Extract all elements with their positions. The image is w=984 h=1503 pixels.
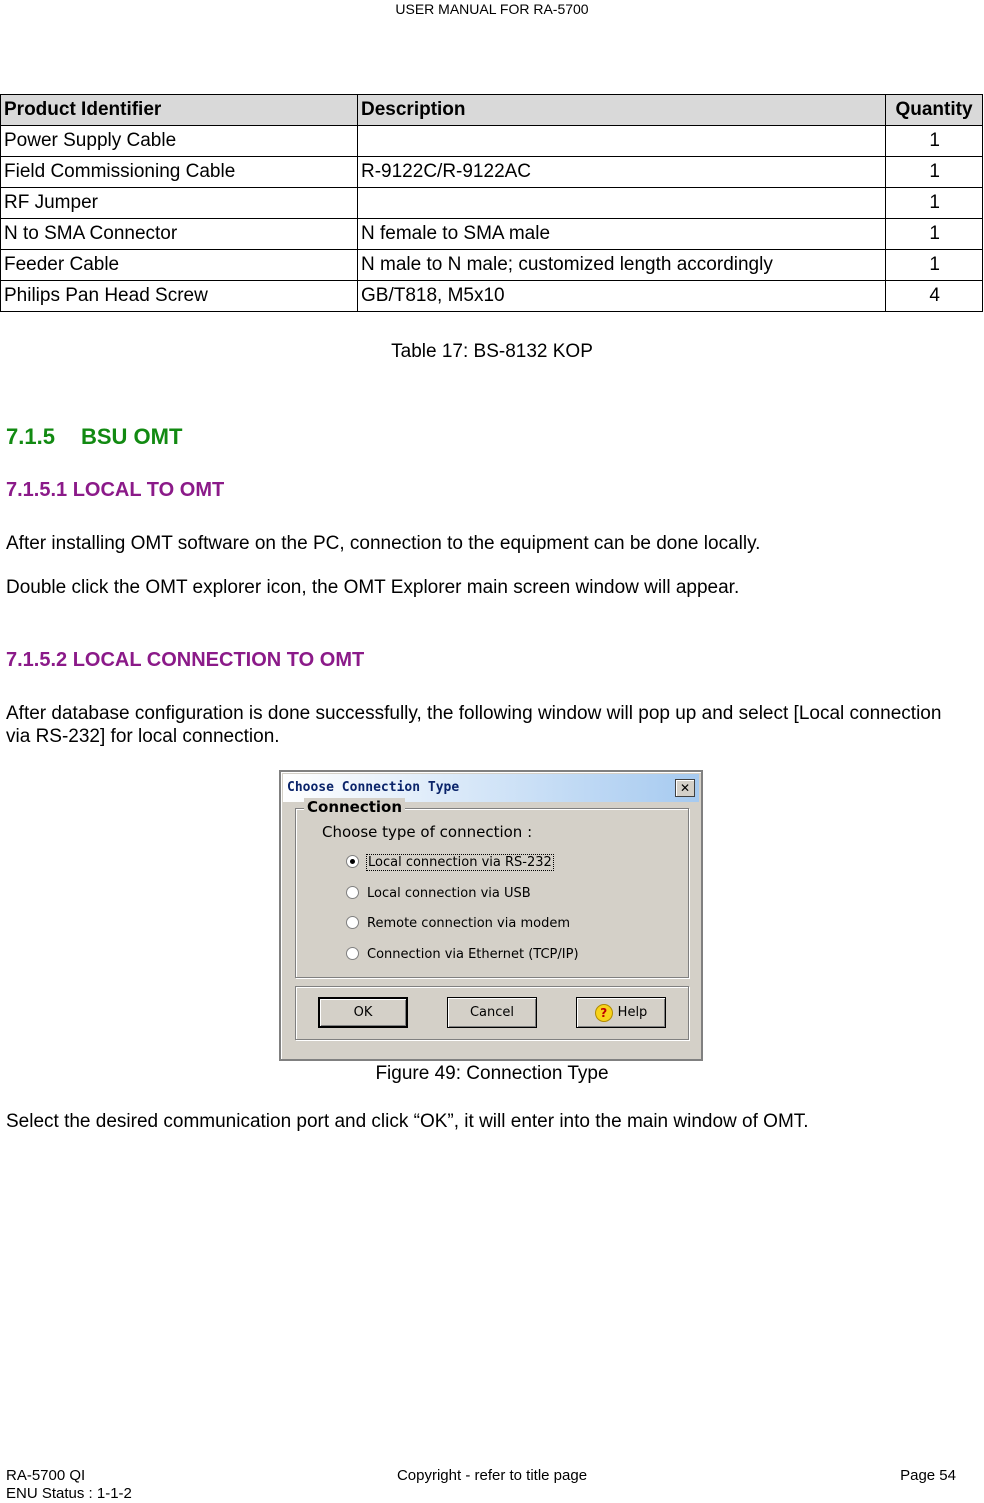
radio-icon[interactable] [346,916,359,929]
footer-status: ENU Status : 1-1-2 [6,1485,132,1502]
option-label: Local connection via RS-232 [368,855,552,870]
table-row [1,250,983,281]
help-label: Help [617,1005,648,1020]
table-row [1,126,983,157]
radio-ethernet[interactable] [346,947,579,962]
table-cell: 1 [886,250,983,281]
section-title: BSU OMT [81,424,183,449]
cancel-button[interactable]: Cancel [447,997,537,1028]
connection-type-dialog [279,770,703,1061]
table-cell: Philips Pan Head Screw [1,281,358,312]
connection-group [295,798,689,978]
kop-table [0,94,983,312]
connection-prompt: Choose type of connection : [322,823,533,841]
table-cell [358,188,886,219]
table-cell: N to SMA Connector [1,219,358,250]
subsection-heading-local-to-omt: 7.1.5.1 LOCAL TO OMT [6,479,225,501]
table-caption: Table 17: BS-8132 KOP [391,341,593,362]
radio-icon[interactable] [346,947,359,960]
table-cell [358,126,886,157]
table-cell: 1 [886,126,983,157]
table-row [1,157,983,188]
table-cell: 1 [886,188,983,219]
figure-caption: Figure 49: Connection Type [375,1063,609,1084]
dialog-title: Choose Connection Type [287,780,460,795]
column-header: Description [358,95,886,126]
radio-local-usb[interactable] [346,886,531,901]
table-cell: 4 [886,281,983,312]
column-header: Quantity [886,95,983,126]
footer-doc-id: RA-5700 QI [6,1467,86,1484]
page-header: USER MANUAL FOR RA-5700 [395,1,589,17]
help-icon: ? [595,1004,613,1022]
column-header: Product Identifier [1,95,358,126]
group-label: Connection [304,798,405,816]
table-row [1,188,983,219]
close-icon[interactable]: ✕ [675,779,695,797]
table-row [1,281,983,312]
table-cell: N male to N male; customized length accordingly [358,250,886,281]
button-bar [295,986,689,1040]
paragraph: After database configuration is done successfully, the following window will pop up and select [Local connection via RS-232] for local connection. [6,703,942,747]
option-label: Local connection via USB [367,886,531,901]
paragraph: After installing OMT software on the PC, connection to the equipment can be done locally. [6,533,761,554]
paragraph: Double click the OMT explorer icon, the OMT Explorer main screen window will appear. [6,577,740,598]
radio-selected-icon[interactable] [346,855,359,868]
help-button[interactable] [576,997,666,1028]
option-label: Connection via Ethernet (TCP/IP) [367,947,579,962]
table-cell: RF Jumper [1,188,358,219]
radio-icon[interactable] [346,886,359,899]
table-cell: Power Supply Cable [1,126,358,157]
table-header-row [1,95,983,126]
table-cell: Field Commissioning Cable [1,157,358,188]
table-cell: 1 [886,219,983,250]
table-cell: Feeder Cable [1,250,358,281]
table-cell: 1 [886,157,983,188]
section-heading [6,424,182,450]
option-label: Remote connection via modem [367,916,570,931]
table-cell: R-9122C/R-9122AC [358,157,886,188]
ok-button[interactable]: OK [318,997,408,1028]
paragraph: Select the desired communication port and click “OK”, it will enter into the main window of OMT. [6,1111,809,1132]
table-cell: GB/T818, M5x10 [358,281,886,312]
radio-remote-modem[interactable] [346,916,570,931]
footer-copyright: Copyright - refer to title page [396,1467,588,1484]
radio-local-rs232[interactable] [346,855,553,870]
table-cell: N female to SMA male [358,219,886,250]
table-row [1,219,983,250]
subsection-heading-local-connection: 7.1.5.2 LOCAL CONNECTION TO OMT [6,649,365,671]
footer-page-number: Page 54 [900,1467,956,1484]
section-number: 7.1.5 [6,424,55,449]
